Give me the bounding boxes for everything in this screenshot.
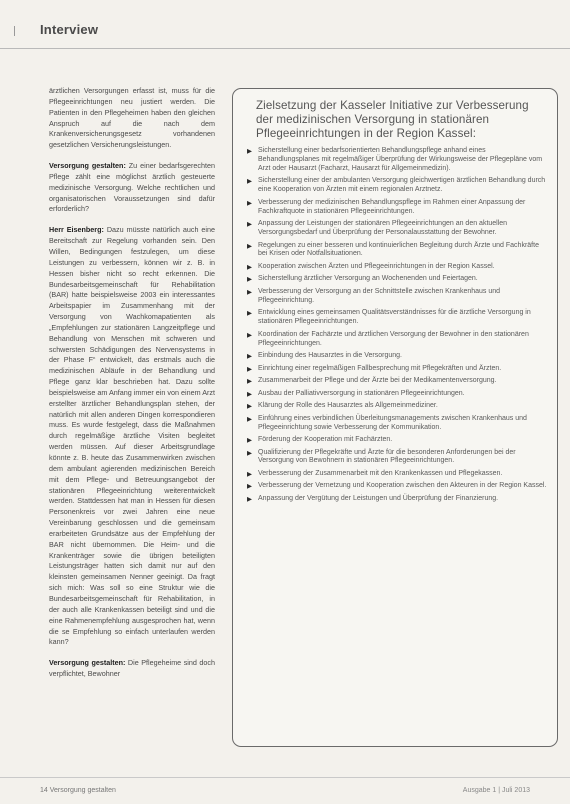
info-box-item: [247, 436, 547, 445]
info-box-item: [247, 331, 547, 349]
info-box-item: [247, 309, 547, 327]
info-box-item-text: Sicherstellung einer bedarfsorientierten Behandlungspflege anhand eines Behandlungsplanes mit regelmäßiger Überprüfung der Wirkungsweise der Pflegepläne vom Arzt oder Hausarzt (Facharzt, Hausarzt für Allgemeinmedizin).: [258, 147, 543, 172]
info-box-item-text: Zusammenarbeit der Pflege und der Ärzte bei der Medikamentenversorgung.: [258, 377, 497, 385]
paragraph-text: Die Pflegeheime sind doch verpflichtet, Bewohner: [49, 658, 215, 679]
info-box-item: [247, 263, 547, 272]
info-box-item-text: Anpassung der Vergütung der Leistungen und Überprüfung der Finanzierung.: [258, 494, 499, 502]
info-box-item-text: Verbesserung der Zusammenarbeit mit den Krankenkassen und Pflegekassen.: [258, 469, 503, 477]
info-box-item-text: Einrichtung einer regelmäßigen Fallbesprechung mit Pflegekräften und Ärzten.: [258, 364, 502, 372]
info-box-item: [247, 288, 547, 306]
info-box-item: [247, 449, 547, 467]
info-box-item-text: Einbindung des Hausarztes in die Versorgung.: [258, 352, 402, 360]
info-box-item: [247, 177, 547, 195]
info-box-item-text: Regelungen zu einer besseren und kontinuierlichen Begleitung durch Ärzte und Fachkräfte bei Krisen oder Notfallsituationen.: [258, 241, 539, 258]
arrow-bullet-icon: ▶: [247, 403, 252, 411]
interview-text-column: [49, 86, 215, 690]
info-box-item-text: Anpassung der Leistungen der stationären Pflegeeinrichtungen an den aktuellen Versorgungsbedarf und Überprüfung der Personalausstattung der Bewohner.: [258, 220, 508, 237]
info-box-item-text: Koordination der Fachärzte und ärztlichen Versorgung der Bewohner in den stationären Pflegeeinrichtungen.: [258, 330, 529, 347]
info-box-item: [247, 147, 547, 174]
info-box-item-text: Verbesserung der Versorgung an der Schnittstelle zwischen Krankenhaus und Pflegeeinrichtung.: [258, 287, 501, 304]
info-box-item-text: Förderung der Kooperation mit Fachärzten.: [258, 436, 393, 444]
info-box-item-text: Qualifizierung der Pflegekräfte und Ärzte für die besonderen Anforderungen bei der Versorgung von Bewohnern in stationären Pflegeeinrichtungen.: [258, 448, 516, 465]
info-box-item-text: Klärung der Rolle des Hausarztes als Allgemeinmediziner.: [258, 402, 438, 410]
info-box-item-text: Kooperation zwischen Ärzten und Pflegeeinrichtungen in der Region Kassel.: [258, 262, 495, 270]
info-box-item: [247, 482, 547, 491]
footer-issue-label: Ausgabe 1 | Juli 2013: [462, 787, 530, 794]
speaker-label: Versorgung gestalten:: [49, 658, 128, 668]
arrow-bullet-icon: ▶: [247, 437, 252, 445]
page-header: [0, 0, 570, 60]
paragraph-text: Dazu müsste natürlich auch eine Bereitschaft zur Regelung vorhanden sein. Den Willen, Bedingungen festzulegen, um diese Leistungen zu verbessern, können wir z. B. in Hessen bisher nicht so recht erkennen. Die Bundesarbeitsgemeinschaft für Rehabilitation (BAR) hatte beispielsweise 2003 ein interessantes Arbeitspapier im Zusammenhang mit der Versorgung von Wachkomapatienten als „Empfehlungen zur stationären Langzeitpflege und Behandlung von Menschen mit schweren und schwersten Schädigungen des Nervensystems in der Phase F“ entwickelt, das erstmals auch die medizinischen Abläufe in der Behandlung und Pflege ganz klar beschrieben hat. Dazu sollte beispielsweise am Anfang immer ein von einem Arzt erstellter ärztlicher Behandlungsplan stehen, der natürlich mit allen anderen Dingen korrespondieren muss. Es wurde festgelegt, dass die Maßnahmen durch regelmäßige ärztliche Visiten begleitet werden müssen. Auf dieser Arbeitsgrundlage könnte z. B. heute das Zusammenwirken zwischen dem ambulant agierenden medizinischen Bereich mit dem Pflege- und Betreuungsangebot der stationären Pflegeeinrichtung weiterentwickelt werden. Stattdessen hat man in Hessen für diesen Personenkreis vor zwei Jahren eine neue Vereinbarung geschlossen und die gemeinsam erarbeiteten Grundsätze aus der Empfehlung der BAR nicht übernommen. Die Heim- und die Krankenträger sowie die übrigen beteiligten Leistungsträger hatten sich damit nur auf den kleinsten gemeinsamen Nenner geeinigt. Da fragt sich mich: Was soll so eine Struktur wie die Bundesarbeitsgemeinschaft für Rehabilitation, in der auch alle Krankenkassen beteiligt sind und die eine Rahmenempfehlung ausgesprochen hat, wenn die se Empfehlung so einfach unterlaufen werden kann?: [49, 225, 215, 647]
header-tick-mark: [14, 26, 15, 36]
info-box-item-text: Sicherstellung ärztlicher Versorgung an Wochenenden und Feiertagen.: [258, 275, 478, 283]
footer-rule: [0, 777, 570, 778]
info-box-item-text: Ausbau der Palliativversorgung in stationären Pflegeeinrichtungen.: [258, 389, 465, 397]
arrow-bullet-icon: ▶: [247, 390, 252, 398]
info-box-item-text: Entwicklung eines gemeinsamen Qualitätsverständnisses für die ärztliche Versorgung in stationären Pflegeeinrichtungen.: [258, 309, 531, 326]
arrow-bullet-icon: ▶: [247, 495, 252, 503]
header-rule: [0, 48, 570, 49]
paragraph-text: Zu einer bedarfsgerechten Pflege zählt eine möglichst ärztlich gesteuerte medizinische Versorgung. Welche rechtlichen und organisatorischen Voraussetzungen sind dafür erforderlich?: [49, 161, 215, 214]
info-box-item: [247, 275, 547, 284]
arrow-bullet-icon: ▶: [247, 242, 252, 250]
arrow-bullet-icon: ▶: [247, 449, 252, 457]
info-box-item: [247, 365, 547, 374]
info-box-item-text: Sicherstellung einer der ambulanten Versorgung gleichwertigen ärztlichen Behandlung durch eine Kooperation von Ärzten mit einem regionalen Arztnetz.: [258, 177, 546, 194]
interview-paragraph: [49, 225, 215, 648]
speaker-label: Versorgung gestalten:: [49, 161, 129, 171]
arrow-bullet-icon: ▶: [247, 353, 252, 361]
arrow-bullet-icon: ▶: [247, 331, 252, 339]
interview-paragraph: [49, 658, 215, 680]
arrow-bullet-icon: ▶: [247, 483, 252, 491]
info-box-item-text: Verbesserung der medizinischen Behandlungspflege im Rahmen einer Anpassung der Fachkraftquote in stationären Pflegeeinrichtungen.: [258, 198, 526, 215]
interview-paragraph: [49, 161, 215, 215]
info-box-item-text: Einführung eines verbindlichen Überleitungsmanagements zwischen Krankenhaus und Pflegeeinrichtung sowie Verbesserung der Kommunikation.: [258, 414, 527, 431]
speaker-label: Herr Eisenberg:: [49, 225, 107, 235]
info-box-item: [247, 470, 547, 479]
arrow-bullet-icon: ▶: [247, 221, 252, 229]
info-box-item: [247, 242, 547, 260]
arrow-bullet-icon: ▶: [247, 378, 252, 386]
info-box-item-text: Verbesserung der Vernetzung und Kooperation zwischen den Akteuren in der Region Kassel.: [258, 482, 547, 490]
arrow-bullet-icon: ▶: [247, 415, 252, 423]
info-box-item: [247, 415, 547, 433]
arrow-bullet-icon: ▶: [247, 288, 252, 296]
arrow-bullet-icon: ▶: [247, 148, 252, 155]
info-box-item: [247, 390, 547, 399]
arrow-bullet-icon: ▶: [247, 263, 252, 271]
page-footer: [0, 770, 570, 804]
arrow-bullet-icon: ▶: [247, 178, 252, 186]
info-box-item: [247, 495, 547, 504]
footer-page-label: 14 Versorgung gestalten: [40, 787, 116, 794]
info-box-item: [247, 402, 547, 411]
info-box-item: [247, 199, 547, 217]
paragraph-text: ärztlichen Versorgungen erfasst ist, muss für die Pflegeeinrichtungen neu justiert werden. Die Patienten in den Pflegeheimen haben den gleichen Anspruch auf die nach dem Krankenversicherungsgesetz vorhandenen gesetzlichen Versicherungsleistungen.: [49, 86, 215, 150]
interview-paragraph: [49, 86, 215, 151]
info-box-item: [247, 352, 547, 361]
arrow-bullet-icon: ▶: [247, 199, 252, 207]
arrow-bullet-icon: ▶: [247, 365, 252, 373]
arrow-bullet-icon: ▶: [247, 276, 252, 284]
arrow-bullet-icon: ▶: [247, 310, 252, 318]
section-title: Interview: [40, 22, 99, 37]
arrow-bullet-icon: ▶: [247, 470, 252, 478]
info-box-list: [247, 147, 547, 507]
info-box-item: [247, 377, 547, 386]
info-box-item: [247, 220, 547, 238]
info-box: [232, 88, 558, 747]
info-box-title: Zielsetzung der Kasseler Initiative zur Verbesserung der medizinischen Versorgung in stationären Pflegeeinrichtungen in der Region Kassel:: [256, 99, 529, 140]
